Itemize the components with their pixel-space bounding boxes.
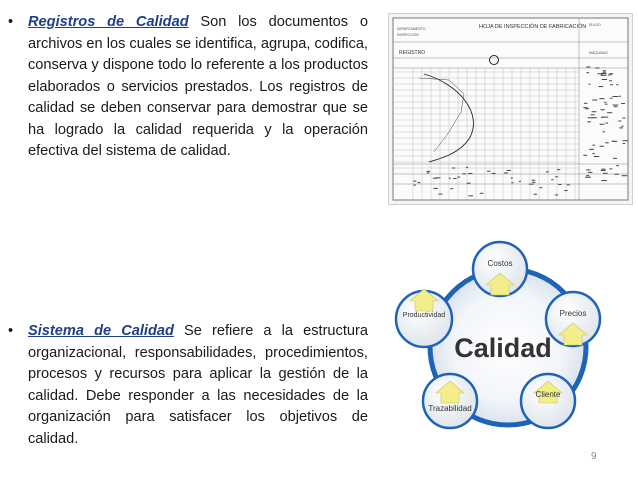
form-title: HOJA DE INSPECCIÓN DE FABRICACIÓN: [479, 24, 587, 30]
form-small-text-3: ELIGIO: [589, 23, 601, 27]
definition-registros: Son los documentos o archivos en los cuales se identifica, agrupa, codifica, conserva y dispone todo lo referente a los productos elaborados o servicios prestados. Los registros de calidad se deben conservar para demostrar que se ha logrado la calidad requerida y la operación efectiva del sistema de calidad.: [28, 14, 368, 159]
bullet-marker: •: [8, 323, 14, 339]
quality-diagram: [393, 235, 628, 460]
term-registros-de-calidad: Registros de Calidad: [28, 14, 189, 30]
node-label: Precios: [559, 309, 587, 318]
form-small-text-1: DEPARTAMENTO: [397, 27, 426, 31]
node-label: Cliente: [535, 390, 561, 399]
form-subtitle: REGISTRO: [399, 50, 426, 56]
form-small-text-2: INSPECCIÓN: [397, 33, 419, 37]
bullet-text: [28, 321, 368, 450]
node-cliente: [521, 374, 575, 428]
bullet-marker: •: [8, 14, 14, 30]
page-number: 9: [591, 451, 597, 462]
node-label: Trazabilidad: [428, 404, 472, 413]
form-small-text-4: MÁQUINAS: [589, 51, 608, 55]
bullet-registros: [8, 12, 368, 163]
bullet-sistema: [8, 321, 368, 450]
node-precios: [546, 292, 600, 346]
inspection-form-image: [388, 13, 633, 205]
bullet-text: [28, 12, 368, 163]
node-costos: [473, 242, 527, 296]
node-label: Productividad: [402, 312, 446, 319]
term-sistema-de-calidad: Sistema de Calidad: [28, 323, 174, 339]
inspection-form-drawing: [389, 14, 632, 204]
definition-sistema: Se refiere a la estructura organizacional, responsabilidades, procedimientos, procesos y recursos para aplicar la gestión de la calidad. Debe responder a las necesidades de la organización para satisfacer los objetivos de calidad.: [28, 323, 368, 447]
center-label: Calidad: [454, 333, 552, 363]
node-trazabilidad: [423, 374, 477, 428]
node-label: Costos: [487, 259, 513, 268]
node-productividad: [396, 289, 452, 347]
